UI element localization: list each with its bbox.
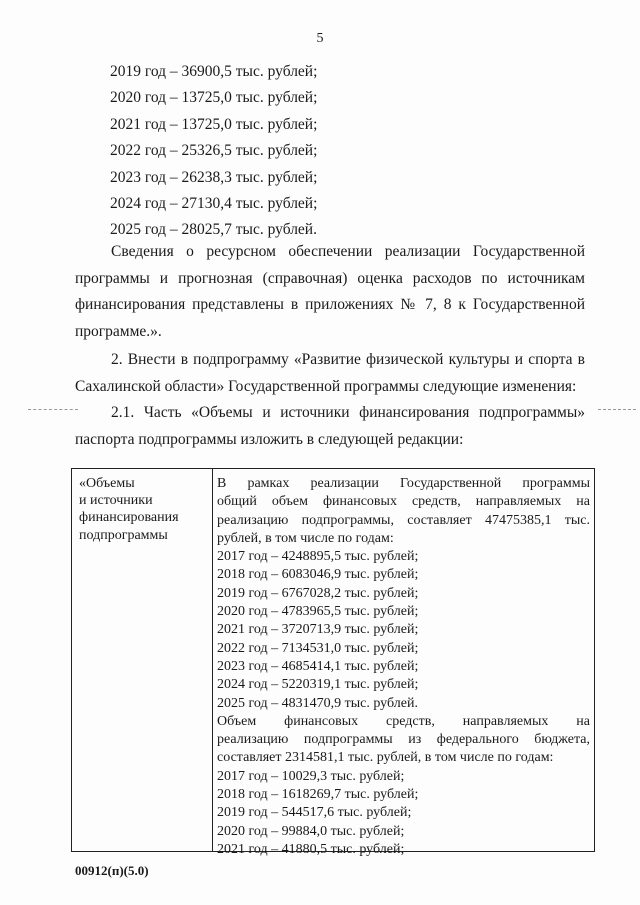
- total-year-line: 2019 год – 6767028,2 тыс. рублей;: [217, 585, 419, 601]
- item-2-paragraph: 2. Внести в подпрограмму «Развитие физической культуры и спорта в Сахалинской области» Государственной программы следующие изменения:: [75, 351, 585, 395]
- federal-year-line: 2021 год – 41880,5 тыс. рублей;: [217, 841, 405, 857]
- total-year-line: 2023 год – 4685414,1 тыс. рублей;: [217, 658, 419, 674]
- total-year-line: 2025 год – 4831470,9 тыс. рублей.: [217, 695, 418, 711]
- total-year-line: 2021 год – 3720713,9 тыс. рублей;: [217, 622, 419, 638]
- federal-year-line: 2017 год – 10029,3 тыс. рублей;: [217, 768, 405, 784]
- intro-year-line: 2023 год – 26238,3 тыс. рублей;: [110, 169, 318, 186]
- total-intro-line: реализацию подпрограммы, составляет 47475385,1 тыс.: [217, 512, 590, 528]
- table-column-divider: [212, 469, 213, 851]
- total-year-line: 2017 год – 4248895,5 тыс. рублей;: [217, 549, 419, 565]
- intro-year-line: 2021 год – 13725,0 тыс. рублей;: [110, 116, 318, 133]
- intro-year-line: 2025 год – 28025,7 тыс. рублей.: [110, 221, 317, 238]
- table-left-line: подпрограммы: [79, 527, 168, 543]
- table-left-cell: [79, 475, 209, 544]
- federal-intro-line: реализацию подпрограммы из федерального бюджета,: [217, 732, 590, 748]
- intro-year-line: 2019 год – 36900,5 тыс. рублей;: [110, 63, 318, 80]
- federal-intro-line: составляет 2314581,1 тыс. рублей, в том числе по годам:: [217, 750, 554, 766]
- total-year-line: 2024 год – 5220319,1 тыс. рублей;: [217, 677, 419, 693]
- intro-year-line: 2020 год – 13725,0 тыс. рублей;: [110, 89, 318, 106]
- item-2-1-paragraph: 2.1. Часть «Объемы и источники финансирования подпрограммы» паспорта подпрограммы изложить в следующей редакции:: [75, 404, 585, 448]
- page-number: 5: [316, 31, 324, 46]
- total-year-line: 2020 год – 4783965,5 тыс. рублей;: [217, 604, 419, 620]
- resources-paragraph: Сведения о ресурсном обеспечении реализации Государственной программы и прогнозная (справочная) оценка расходов по источникам финансирования представлены в приложениях № 7, 8 к Государственной программе.».: [75, 243, 585, 340]
- table-left-line: «Объемы: [79, 476, 135, 491]
- total-intro-line: рублей, в том числе по годам:: [217, 530, 394, 546]
- intro-year-line: 2022 год – 25326,5 тыс. рублей;: [110, 142, 318, 159]
- financing-table: [71, 468, 595, 857]
- federal-intro-line: Объем финансовых средств, направляемых на: [217, 713, 590, 729]
- total-intro-line: В рамках реализации Государственной программы: [217, 476, 590, 491]
- table-left-line: и источники: [79, 493, 153, 509]
- total-year-line: 2018 год – 6083046,9 тыс. рублей;: [217, 567, 419, 583]
- footer-document-code: 00912(п)(5.0): [75, 863, 149, 878]
- total-intro-line: общий объем финансовых средств, направляемых на: [217, 494, 590, 510]
- table-right-cell: [217, 475, 590, 859]
- total-year-line: 2022 год – 7134531,0 тыс. рублей;: [217, 640, 419, 656]
- table-left-line: финансирования: [79, 510, 179, 526]
- intro-year-line: 2024 год – 27130,4 тыс. рублей;: [110, 195, 318, 212]
- federal-year-line: 2018 год – 1618269,7 тыс. рублей;: [217, 787, 419, 803]
- scan-noise-left: [28, 409, 78, 410]
- federal-year-line: 2019 год – 544517,6 тыс. рублей;: [217, 805, 412, 821]
- scan-noise-right: [598, 409, 636, 410]
- federal-year-line: 2020 год – 99884,0 тыс. рублей;: [217, 823, 405, 839]
